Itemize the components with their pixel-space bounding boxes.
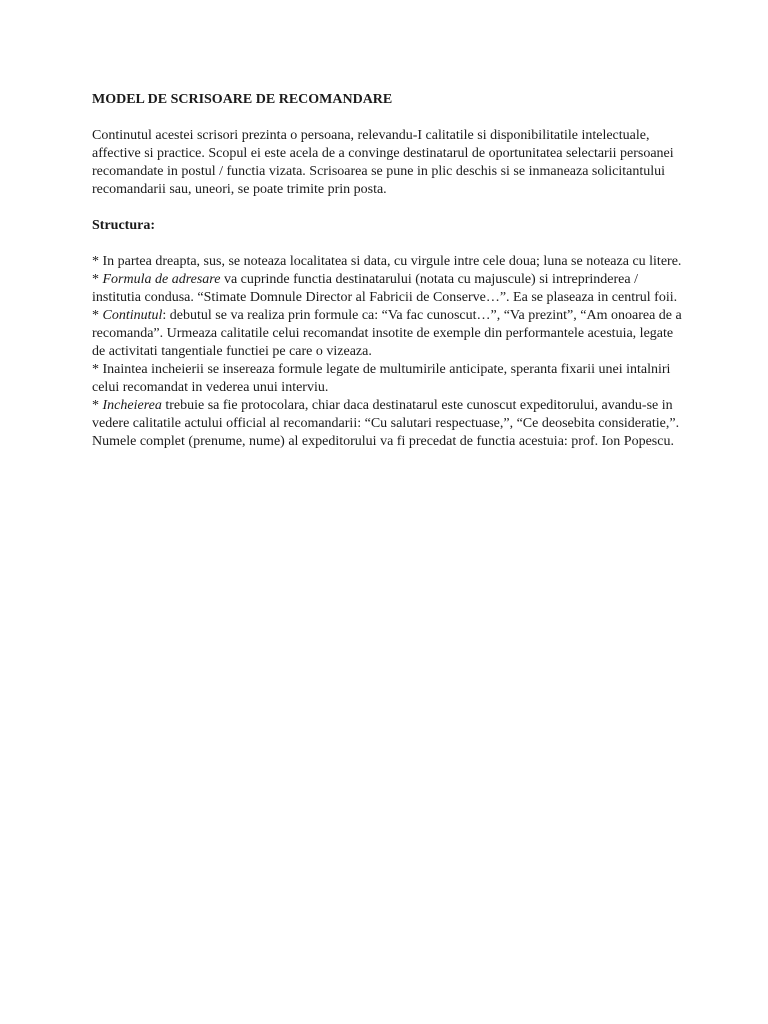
item-text: va cuprinde functia destinatarului (notata cu majuscule) si intreprinderea / institutia condusa. “Stimate Domnule Director al Fabricii de Conserve…”. Ea se plaseaza in centrul foii. [92, 272, 678, 305]
item-text: In partea dreapta, sus, se noteaza localitatea si data, cu virgule intre cele doua; luna se noteaza cu litere. [102, 254, 682, 269]
item-text: trebuie sa fie protocolara, chiar daca destinatarul este cunoscut expeditorului, avandu-se in vedere calitatile actului official al recomandarii: “Cu salutari respectuase,”, “Ce deosebita consideratie,”. Numele complet (prenume, nume) al expeditorului va fi precedat de functia acestuia: prof. Ion Popescu. [92, 398, 680, 449]
item-emphasis: Formula de adresare [102, 272, 221, 287]
bullet: * [92, 398, 103, 413]
bullet: * [92, 254, 103, 269]
item-text: : debutul se va realiza prin formule ca: “Va fac cunoscut…”, “Va prezint”, “Am onoarea de a recomanda”. Urmeaza calitatile celui recomandat insotite de exemple din performantele acestuia, legate de activitati tangentiale functiei pe care o vizeaza. [92, 308, 682, 359]
item-emphasis: Incheierea [102, 398, 162, 413]
structure-heading: Structura: [92, 218, 155, 233]
item-emphasis: Continutul [102, 308, 163, 323]
document-page [92, 91, 682, 451]
structure-item-5 [92, 397, 682, 451]
structure-item-3 [92, 307, 682, 361]
document-title: MODEL DE SCRISOARE DE RECOMANDARE [92, 92, 393, 107]
bullet: * [92, 362, 103, 377]
intro-paragraph: Continutul acestei scrisori prezinta o persoana, relevandu-I calitatile si disponibilitatile intelectuale, affective si practice. Scopul ei este acela de a convinge destinatarul de oportunitatea selectarii persoanei recomandate in postul / functia vizata. Scrisoarea se pune in plic deschis si se inmaneaza solicitantului recomandarii sau, uneori, se poate trimite prin posta. [92, 128, 674, 197]
item-text: Inaintea incheierii se insereaza formule legate de multumirile anticipate, speranta fixarii unei intalniri celui recomandat in vederea unui interviu. [92, 362, 671, 395]
structure-item-4 [92, 361, 682, 397]
structure-item-2 [92, 271, 682, 307]
structure-item-1 [92, 253, 682, 271]
bullet: * [92, 272, 103, 287]
bullet: * [92, 308, 103, 323]
